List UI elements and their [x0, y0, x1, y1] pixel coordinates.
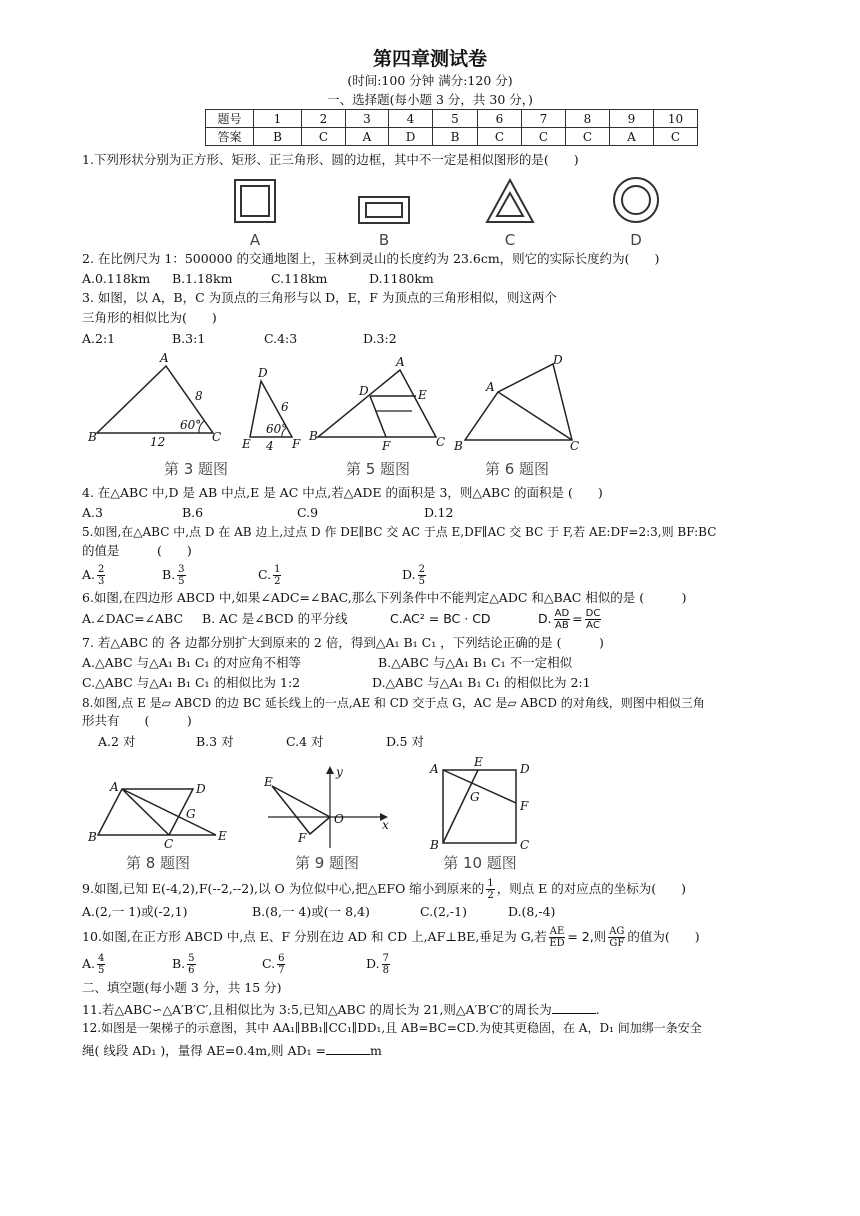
q10-option-b: B. $\frac{5}{6}$: [172, 953, 195, 976]
point-label: F: [520, 799, 529, 813]
point-label: B: [88, 830, 97, 844]
q3-option-c: C.4:3: [264, 331, 298, 346]
q3-option-a: A.2:1: [82, 331, 116, 346]
table-header-number: 题号: [206, 110, 254, 128]
point-label: E: [264, 775, 273, 789]
q4-option-c: C.9: [297, 505, 319, 520]
question-7: 7. 若△ABC 的 各 边都分别扩大到原来的 2 倍，得到△A₁ B₁ C₁ ，下列结论正确的是 ( ): [82, 635, 604, 650]
point-label: O: [334, 812, 344, 826]
fig9-coordinate-figure: [263, 765, 389, 848]
fig5-caption: 第 5 题图: [345, 460, 411, 478]
point-label: F: [298, 831, 307, 845]
q9-option-d: D.(8,-4): [508, 904, 556, 919]
q4-option-b: B.6: [182, 505, 204, 520]
side-label: 6: [281, 400, 289, 414]
fig8-parallelogram: [87, 780, 227, 851]
y-axis-arrow: [326, 766, 334, 774]
table-header-answer: 答案: [206, 128, 254, 146]
table-cell: 10: [654, 110, 698, 128]
point-label: B: [454, 439, 463, 453]
point-label: E: [474, 755, 483, 769]
point-label: B: [309, 429, 318, 443]
q3-option-b: B.3:1: [172, 331, 206, 346]
page-title: 第四章测试卷: [372, 48, 487, 70]
q7-option-c: C.△ABC 与△A₁ B₁ C₁ 的相似比为 1:2: [82, 675, 301, 690]
shape-label-d: D: [630, 231, 642, 249]
point-label: C: [570, 439, 580, 453]
q2-option-d: D.1180km: [369, 271, 434, 286]
q5-option-b: B. $\frac{3}{5}$: [162, 564, 185, 587]
question-12-line2: 绳( 线段 AD₁ )，量得 AE=0.4m,则 AD₁ = m: [82, 1043, 382, 1058]
table-cell: 2: [302, 110, 346, 128]
q9-option-b: B.(8,一 4)或(一 8,4): [252, 904, 370, 919]
table-cell: 7: [522, 110, 566, 128]
point-label: B: [88, 430, 97, 444]
fig3-caption: 第 3 题图: [163, 460, 229, 478]
question-8-line1: 8.如图,点 E 是▱ ABCD 的边 BC 延长线上的一点,AE 和 CD 交于点 G，AC 是▱ ABCD 的对角线，则图中相似三角: [82, 696, 705, 710]
q7-option-b: B.△ABC 与△A₁ B₁ C₁ 不一定相似: [378, 655, 573, 670]
table-cell: A: [610, 128, 654, 146]
q7-option-a: A.△ABC 与△A₁ B₁ C₁ 的对应角不相等: [82, 655, 301, 670]
q5-option-c: C. $\frac{1}{2}$: [258, 564, 281, 587]
q8-option-a: A.2 对: [98, 734, 136, 749]
fig10-caption: 第 10 题图: [443, 854, 517, 872]
q2-option-b: B.1.18km: [172, 271, 233, 286]
point-label: E: [218, 829, 227, 843]
question-3-line2: 三角形的相似比为( ): [82, 310, 217, 325]
question-9: 9.如图,已知 E(-4,2),F(--2,--2),以 O 为位似中心,把△EFO 缩小到原来的 $\frac{1}{2}$ ，则点 E 的对应点的坐标为( ): [82, 878, 687, 901]
side-label: 12: [150, 435, 166, 449]
question-1: 1.下列形状分别为正方形、矩形、正三角形、圆的边框，其中不一定是相似图形的是( ): [82, 152, 579, 167]
q4-option-a: A.3: [82, 505, 103, 520]
q9-option-a: A.(2,一 1)或(-2,1): [82, 904, 188, 919]
table-cell: B: [254, 128, 302, 146]
point-label: B: [430, 838, 439, 852]
table-cell: C: [302, 128, 346, 146]
angle-label: 60°: [266, 422, 288, 436]
question-4: 4. 在△ABC 中,D 是 AB 中点,E 是 AC 中点,若△ADE 的面积是 3，则△ABC 的面积是 ( ): [82, 485, 603, 500]
question-8-line2: 形共有 ( ): [82, 713, 192, 728]
point-label: C: [212, 430, 222, 444]
exam-info: (时间:100 分钟 满分:120 分): [347, 73, 513, 88]
side-label: 8: [195, 389, 203, 403]
table-cell: 4: [389, 110, 433, 128]
question-5-line1: 5.如图,在△ABC 中,点 D 在 AB 边上,过点 D 作 DE∥BC 交 AC 于点 E,DF∥AC 交 BC 于 F,若 AE:DF=2:3,则 BF:BC: [82, 525, 717, 539]
table-cell: 3: [346, 110, 389, 128]
q6-option-b: B. AC 是∠BCD 的平分线: [202, 611, 348, 626]
point-label: F: [292, 437, 301, 451]
point-label: A: [396, 355, 405, 369]
q10-option-d: D. $\frac{7}{8}$: [366, 953, 389, 976]
fig8-caption: 第 8 题图: [125, 854, 191, 872]
q9-option-c: C.(2,-1): [420, 904, 467, 919]
q2-option-c: C.118km: [271, 271, 328, 286]
question-11: 11.若△ABC∽△A′B′C′,且相似比为 3:5,已知△ABC 的周长为 21,则△A′B′C′的周长为 .: [82, 1002, 600, 1017]
point-label: G: [186, 807, 196, 821]
question-2: 2. 在比例尺为 1：500000 的交通地图上，玉林到灵山的长度约为 23.6cm，则它的实际长度约为( ): [82, 251, 660, 266]
q10-option-c: C. $\frac{6}{7}$: [262, 953, 285, 976]
q6-option-d: D. $\frac{AD}{AB}$ = $\frac{DC}{AC}$: [538, 608, 601, 631]
point-label: E: [418, 388, 427, 402]
fig6-caption: 第 6 题图: [484, 460, 550, 478]
table-cell: 9: [610, 110, 654, 128]
table-cell: B: [433, 128, 478, 146]
q8-option-d: D.5 对: [386, 734, 424, 749]
table-cell: C: [654, 128, 698, 146]
point-label: F: [382, 439, 391, 453]
q12-answer-blank[interactable]: [326, 1042, 370, 1055]
point-label: D: [520, 762, 530, 776]
axis-label: x: [382, 818, 389, 832]
table-cell: C: [522, 128, 566, 146]
point-label: D: [553, 353, 563, 367]
q8-option-b: B.3 对: [196, 734, 234, 749]
point-label: C: [164, 837, 174, 851]
table-cell: 5: [433, 110, 478, 128]
point-label: A: [430, 762, 439, 776]
point-label: D: [196, 782, 206, 796]
point-label: D: [359, 384, 369, 398]
q5-option-d: D. $\frac{2}{5}$: [402, 564, 425, 587]
q11-answer-blank[interactable]: [552, 1001, 596, 1014]
table-cell: D: [389, 128, 433, 146]
question-5-line2: 的值是 ( ): [82, 543, 192, 558]
point-label: D: [258, 366, 268, 380]
question-6: 6.如图,在四边形 ABCD 中,如果∠ADC=∠BAC,那么下列条件中不能判定△ADC 和△BAC 相似的是 ( ): [82, 590, 687, 605]
q8-option-c: C.4 对: [286, 734, 324, 749]
q4-option-d: D.12: [424, 505, 454, 520]
table-cell: C: [566, 128, 610, 146]
question-12-line1: 12.如图是一架梯子的示意图，其中 AA₁∥BB₁∥CC₁∥DD₁,且 AB=BC=CD.为使其更稳固，在 A，D₁ 间加绑一条安全: [82, 1021, 702, 1035]
question-10: 10.如图,在正方形 ABCD 中,点 E、F 分别在边 AD 和 CD 上,AF⊥BE,垂足为 G,若 $\frac{AE}{ED}$ = 2,则 $\frac{AG}{GF}$ 的值为( ): [82, 926, 700, 949]
q6-option-c: C.AC² = BC · CD: [390, 611, 491, 626]
q6-option-a: A.∠DAC=∠ABC: [82, 611, 184, 626]
shape-label-a: A: [249, 231, 261, 249]
point-label: A: [486, 380, 495, 394]
q10-option-a: A. $\frac{4}{5}$: [82, 953, 105, 976]
table-cell: A: [346, 128, 389, 146]
side-label: 4: [266, 439, 274, 453]
shape-label-b: B: [378, 231, 390, 249]
table-cell: 8: [566, 110, 610, 128]
point-label: E: [242, 437, 251, 451]
question-3-line1: 3. 如图，以 A，B，C 为顶点的三角形与以 D，E，F 为顶点的三角形相似，则这两个: [82, 290, 557, 305]
axis-label: y: [336, 765, 343, 779]
point-label: G: [470, 790, 480, 804]
q2-option-a: A.0.118km: [82, 271, 151, 286]
point-label: A: [110, 780, 119, 794]
q3-option-d: D.3:2: [363, 331, 397, 346]
table-cell: 6: [478, 110, 522, 128]
table-cell: 1: [254, 110, 302, 128]
fig9-caption: 第 9 题图: [294, 854, 360, 872]
point-label: C: [436, 435, 446, 449]
q7-option-d: D.△ABC 与△A₁ B₁ C₁ 的相似比为 2:1: [372, 675, 591, 690]
section-2-heading: 二、填空题(每小题 3 分，共 15 分): [82, 980, 282, 995]
q5-option-a: A. $\frac{2}{3}$: [82, 564, 105, 587]
point-label: A: [160, 351, 169, 365]
fig10-square: [429, 755, 530, 852]
point-label: C: [520, 838, 530, 852]
section-1-heading: 一、选择题(每小题 3 分，共 30 分，): [327, 92, 533, 107]
shape-label-c: C: [504, 231, 516, 249]
angle-label: 60°: [180, 418, 202, 432]
table-cell: C: [478, 128, 522, 146]
